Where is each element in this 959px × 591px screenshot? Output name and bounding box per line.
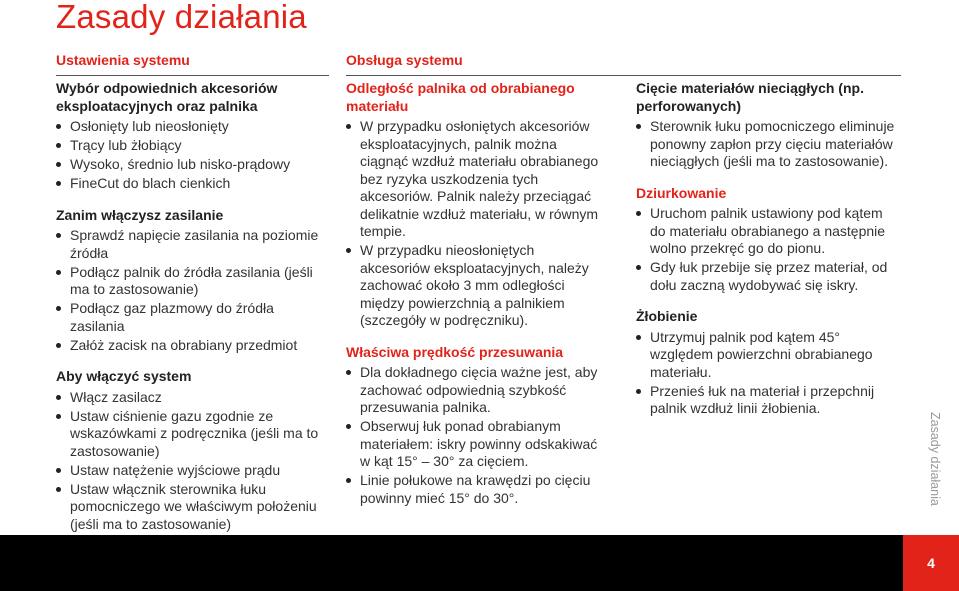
list-item: Ustaw włącznik sterownika łuku pomocniczego we właściwym położeniu (jeśli ma to zastosowanie) <box>56 481 331 534</box>
divider-left <box>56 75 329 76</box>
section-heading-system-setup: Ustawienia systemu <box>56 52 190 68</box>
page-number: 4 <box>903 535 959 591</box>
list-item: Ustaw ciśnienie gazu zgodnie ze wskazówkami z podręcznika (jeśli ma to zastosowanie) <box>56 408 331 461</box>
subheading-travel-speed: Właściwa prędkość przesuwania <box>346 343 564 360</box>
list-before-power-on <box>56 227 331 354</box>
list-item: Dla dokładnego cięcia ważne jest, aby zachować odpowiednią szybkość przesuwania palnika. <box>346 364 606 417</box>
list-item: W przypadku nieosłoniętych akcesoriów eksploatacyjnych, należy zachować około 3 mm odległości między powierzchnią a palnikiem (szczegóły w podręczniku). <box>346 242 606 330</box>
list-item: FineCut do blach cienkich <box>56 175 331 193</box>
list-item: W przypadku osłoniętych akcesoriów eksploatacyjnych, palnik można ciągnąć wzdłuż materiału obrabianego bez ryzyka uszkodzenia tych akcesoriów. Palnik należy przeciągać delikatnie wzdłuż materiału, w równym tempie. <box>346 118 606 241</box>
list-gouging <box>636 329 900 418</box>
subheading-before-power-on: Zanim włączysz zasilanie <box>56 206 224 223</box>
list-turn-on-system <box>56 389 331 553</box>
list-item: Sterownik łuku pomocniczego eliminuje ponowny zapłon przy cięciu materiałów nieciągłych (jeśli ma to zastosowanie). <box>636 118 900 171</box>
list-item: Ustaw natężenie wyjściowe prądu <box>56 462 331 480</box>
subheading-piercing: Dziurkowanie <box>636 184 727 201</box>
column-left <box>56 80 331 566</box>
section-heading-system-operation: Obsługa systemu <box>346 52 463 68</box>
side-section-label: Zasady działania <box>928 412 942 506</box>
divider-right <box>346 75 901 76</box>
list-item: Osłonięty lub nieosłonięty <box>56 118 331 136</box>
list-item: Podłącz gaz plazmowy do źródła zasilania <box>56 300 331 335</box>
list-item: Sprawdź napięcie zasilania na poziomie źródła <box>56 227 331 262</box>
footer-bar <box>0 535 903 591</box>
list-travel-speed <box>346 364 606 507</box>
list-item: Linie połukowe na krawędzi po cięciu powinny mieć 15° do 30°. <box>346 472 606 507</box>
list-item: Wysoko, średnio lub nisko-prądowy <box>56 156 331 174</box>
list-piercing <box>636 205 900 294</box>
column-middle <box>346 80 606 521</box>
subheading-turn-on-system: Aby włączyć system <box>56 368 192 384</box>
page-title: Zasady działania <box>56 0 307 35</box>
list-item: Przenieś łuk na materiał i przepchnij palnik wzdłuż linii żłobienia. <box>636 383 900 418</box>
list-item: Uruchom palnik ustawiony pod kątem do materiału obrabianego a następnie wolno przekręć go do pionu. <box>636 205 900 258</box>
list-item: Obserwuj łuk ponad obrabianym materiałem: iskry powinny odskakiwać w kąt 15° – 30° za cięciem. <box>346 418 606 471</box>
list-item: Włącz zasilacz <box>56 389 331 407</box>
subheading-torch-distance: Odległość palnika od obrabianego materiału <box>346 80 575 114</box>
list-item: Gdy łuk przebije się przez materiał, od dołu zaczną wydobywać się iskry. <box>636 259 900 294</box>
list-item: Trący lub żłobiący <box>56 137 331 155</box>
subheading-discontinuous-cutting: Cięcie materiałów nieciągłych (np. perforowanych) <box>636 80 864 114</box>
list-choose-consumables <box>56 118 331 193</box>
column-right <box>636 80 900 432</box>
subheading-gouging: Żłobienie <box>636 308 698 324</box>
subheading-choose-consumables: Wybór odpowiednich akcesoriów eksploatacyjnych oraz palnika <box>56 80 278 114</box>
list-item: Podłącz palnik do źródła zasilania (jeśli ma to zastosowanie) <box>56 264 331 299</box>
list-torch-distance <box>346 118 606 330</box>
list-item: Załóż zacisk na obrabiany przedmiot <box>56 337 331 355</box>
list-discontinuous-cutting <box>636 118 900 171</box>
list-item: Utrzymuj palnik pod kątem 45° względem powierzchni obrabianego materiału. <box>636 329 900 382</box>
